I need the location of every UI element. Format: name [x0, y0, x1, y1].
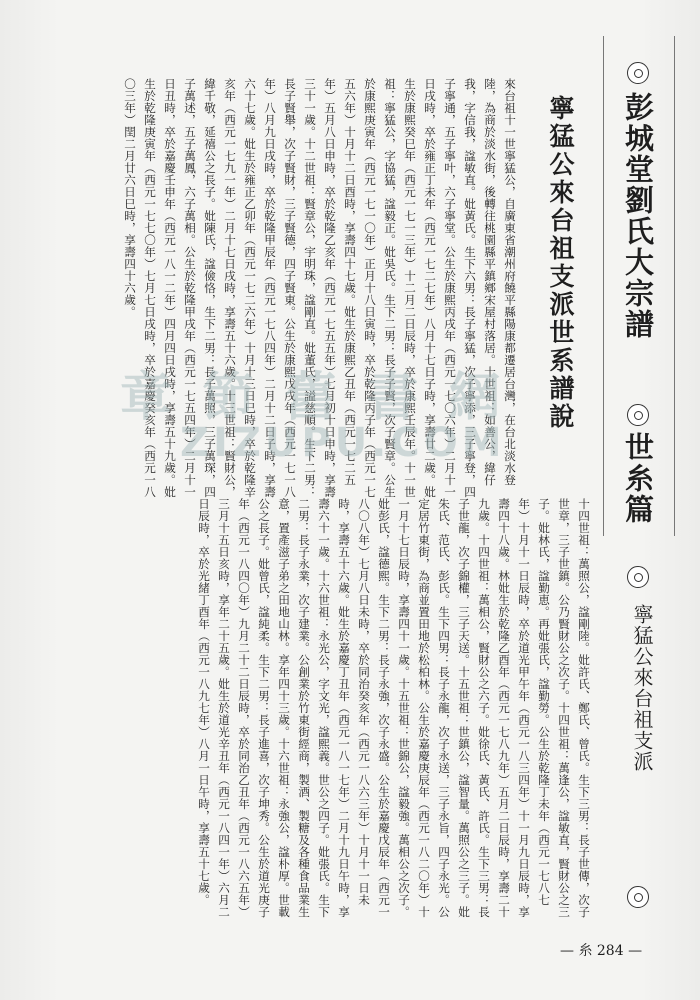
plum-blossom-icon: [627, 62, 649, 84]
section-title: 世糸篇: [621, 432, 655, 525]
plum-blossom-icon: [627, 886, 649, 908]
side-label: 寧猛公來台祖支派: [630, 604, 654, 772]
genealogy-text-lower: 十四世祖：萬照公，諡剛陸。妣許氏、鄭氏、曾氏。生下三男：長子世傳，次子世章，三子世鎮。公乃賢財公之次子。十四世祖：萬逢公，諡敏直，賢財公之三子。妣林氏，諡勤恵。再妣張氏，諡勤勞。公生於乾隆丁未年（西元一七八七年）十月十一日辰時，卒於道光甲午年（西元一八三四年）十一月九日辰時，享壽四十八歲。林妣生於乾隆乙酉年（西元一七八九年）五月二日辰時，享壽二十九歲。十四世祖：萬相公，賢財公之六子。妣徐氏、黃氏、許氏。生下三男：長子世龍，次子錦權，三子天送。十五世祖：世鎮公，諡智量。萬照公之三子。妣朱氏、范氏、彭氏。生下四男：長子永龍，次子永送，三子永旨，四子永光。公定居竹東街，為商並置田地於松柏林。公生於嘉慶庚辰年（西元一八二〇年）十一月十七日辰時，享壽四十一歲。十五世祖：世錦公，諡毅強。萬相公之次子。妣彭氏，諡德熙。生下二男：長子永強，次子永盛。公生於嘉慶戊辰年（西元一八〇八年）七月八日未時，卒於同治癸亥年（西元一八六三年）十月十一日未時，享壽五十六歲。妣生於嘉慶丁丑年（西元一八一七年）二月十九日午時，享壽六十一歲。十六世祖：永光公，字文光，諡熙義。世公之四子。妣張氏。生下二男：長子永業，次子建業。公創業於竹東街經商，製酒、製糖及各種食品業生意，置產滋子弟之田地山林。享年四十三歲。十六世祖：永強公，諡朴厚。世載公之長子。妣曾氏，諡純柔。生下二男：長子進喜，次子坤秀。公生於道光庚子年（西元一八四〇年）九月二十二日辰時，卒於同治乙丑年（西元一八六五年）三月十五日亥時，享年二十五歲。妣生於道光辛丑年（西元一八四一年）六月二日辰時，卒於光緒丁酉年（西元一八九七年）八月一日午時，享壽五十七歲。: [197, 498, 591, 918]
plum-blossom-icon: [627, 566, 649, 588]
plum-blossom-icon: [627, 404, 649, 426]
watermark: 章 節 舊 書 網: [120, 368, 507, 428]
page-number: — 糸 284 —: [560, 943, 643, 959]
watermark-latin: ZIZUPU.COM: [180, 420, 506, 466]
book-title: 彭城堂劉氏大宗譜: [621, 92, 655, 340]
document-title: 寧猛公來台祖支派世系譜說: [546, 95, 575, 431]
genealogy-text-upper: 來台祖十一世寧猛公，自廣東省潮州府饒平縣陽康都遷居台灣，在台北淡水登陸，為商於淡水街，後轉往桃園縣平鎮鄉宋屋村落居。十世祖：如善公，緯仔我，字信我，諡敏直。妣黃氏。生下六男：長子寧猛，次子寧添，三子寧登，四子寧通，五子寧叶，六子寧堂。公生於康熙丙戌年（西元一七〇六年）二月十一日戌時，卒於雍正丁未年（西元一七二七年）八月十七日子時，享壽廿二歲。妣生於康熙癸巳年（西元一七一三年）十二月二日辰時，卒於康熙壬辰年。十一世祖：寧猛公，字協猛，諡毅正。妣吳氏。生下二男：長子子賢，次子賢章。公生於康熙庚寅年（西元一七一〇年）正月十八日寅時，卒於乾隆丙子年（西元一七五六年）十月十二日酉時，享壽四十七歲。妣生於康熙乙丑年（西元一七二五年）五月八日申時，卒於乾隆乙亥年（西元一七五五年）七月初十日申時，享壽三十一歲。十二世祖：賢章公，宇明珠，諡剛直。妣董氏，謚慈順。生下二男：長子賢舉，次子賢財，三子賢德，四子賢東。公生於康熙戊戌年（西元一七一八年）八月九日戌時，卒於乾隆甲辰年（西元一七八四年）二月十二日子時，享壽六十七歲。妣生於雍正乙卯年（西元一七二六年）十月十三日巳時，卒於乾隆辛亥年（西元一七九一年）二月十七日戌時，享壽五十六歲。十三世祖：賢財公，緯千敬，延禧公之長子。妣陳氏，諡儉恪，生下二男：長子萬照，三子萬琛，四子萬述，五子萬鳳，六子萬相。公生於乾隆甲戌年（西元一七五四年）二月十一日丑時，卒於嘉慶壬申年（西元一八一二年）四月四日戌時，享壽五十九歲。妣生於乾隆庚寅年（西元一七七〇年）七月七日戌時，卒於嘉慶癸亥年（西元一八〇三年）閏二月廿六日巳時，享壽四十六歲。: [123, 78, 517, 498]
